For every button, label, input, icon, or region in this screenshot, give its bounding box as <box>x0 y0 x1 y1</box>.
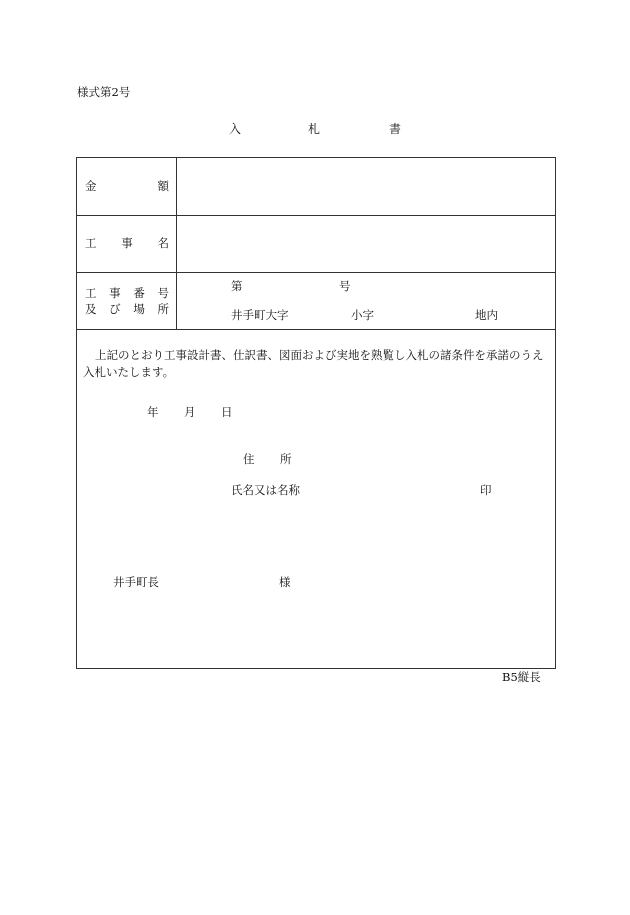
koaza: 小字 <box>351 308 374 322</box>
work-number-label: 工 事 番 号 <box>85 286 169 300</box>
paper-size-note: B5縦長 <box>502 670 541 684</box>
chinai: 地内 <box>475 308 498 322</box>
form-number: 様式第2号 <box>77 85 131 99</box>
honorific: 様 <box>279 575 291 589</box>
title-char-1: 入 <box>229 122 242 136</box>
address-label-2: 所 <box>280 452 292 466</box>
number-prefix: 第 <box>231 279 243 293</box>
addressee: 井手町長 <box>113 575 159 589</box>
date-day: 日 <box>221 405 233 419</box>
amount-label: 金 額 <box>85 179 169 193</box>
number-suffix: 号 <box>339 279 351 293</box>
address-label-1: 住 <box>243 452 255 466</box>
work-name-label: 工 事 名 <box>85 236 169 250</box>
title-char-2: 札 <box>308 122 321 136</box>
title-char-3: 書 <box>389 122 402 136</box>
date-year: 年 <box>147 405 159 419</box>
date-month: 月 <box>184 405 196 419</box>
row-divider-2 <box>77 272 555 273</box>
amount-field[interactable] <box>177 159 554 215</box>
declaration-text: 上記のとおり工事設計書、仕訳書、図面および実地を熟覧し入札の諸条件を承諾のうえ入札いたします。 <box>83 348 544 379</box>
work-name-field[interactable] <box>177 216 554 272</box>
town-oaza: 井手町大字 <box>231 308 289 322</box>
seal-mark: 印 <box>480 483 492 497</box>
location-label: 及 び 場 所 <box>85 302 169 316</box>
row-divider-3 <box>77 329 555 330</box>
name-label: 氏名又は名称 <box>231 483 300 497</box>
